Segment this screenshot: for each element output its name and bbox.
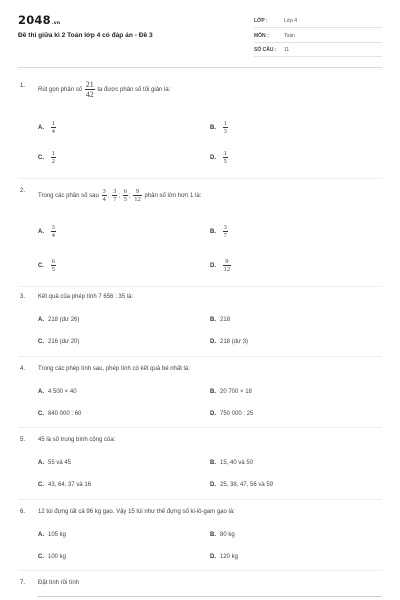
option-fraction [51,258,56,273]
option-c[interactable] [38,339,79,345]
question-text-before: Rút gọn phân số [38,86,83,93]
option-fraction [223,150,228,165]
meta-divider [254,56,382,57]
option-label: D. [210,262,216,269]
option-label: B. [210,317,216,323]
option-text: 120 kg [220,554,239,560]
numerator: 9 [225,258,229,265]
option-text: 43, 64, 37 và 16 [48,482,92,488]
numerator: 3 [102,188,106,195]
option-fraction [223,224,228,239]
option-label: A. [38,460,44,466]
fraction [112,188,117,203]
question-text: Trong các phép tính sau, phép tính có kết quả bé nhất là: [38,366,190,372]
numerator: 1 [51,150,55,157]
option-d[interactable] [210,339,248,345]
meta-value: Toán [284,33,295,39]
option-text: 20 700 × 18 [220,389,252,395]
option-c[interactable] [38,258,57,273]
option-text: 218 (dư 26) [48,317,80,323]
question-divider [18,178,382,179]
question-divider [18,356,382,357]
question-number: 3. [20,294,26,300]
option-label: C. [38,411,44,417]
denominator: 5 [123,196,127,203]
option-a[interactable] [38,532,66,538]
option-label: B. [210,124,216,131]
option-fraction [51,150,56,165]
meta-value: 11 [284,47,290,53]
option-label: D. [210,339,216,345]
denominator: 7 [223,232,227,239]
meta-divider [254,27,382,28]
denominator: 4 [102,196,106,203]
option-a[interactable] [38,460,71,466]
question-text: Đặt tính rồi tính [38,580,80,586]
numerator: 3 [113,188,117,195]
option-b[interactable] [210,317,230,323]
option-label: C. [38,339,44,345]
option-text: 4 500 × 40 [48,389,77,395]
option-label: A. [38,389,44,395]
question-number: 7. [20,580,26,586]
option-c[interactable] [38,150,57,165]
option-label: A. [38,124,44,131]
question-text: 12 túi đựng tất cả 96 kg gạo. Vậy 15 túi như thế đựng số ki-lô-gam gạo là: [38,509,235,515]
fraction [123,188,128,203]
question-divider [18,570,382,571]
meta-key: LỚP : [254,18,268,24]
option-text: 218 [220,317,231,323]
denominator: 3 [223,128,227,135]
option-label: D. [210,411,216,417]
denominator: 7 [113,196,117,203]
question-text [38,80,170,99]
option-label: B. [210,460,216,466]
option-label: C. [38,482,44,488]
fraction [85,80,95,99]
option-c[interactable] [38,554,66,560]
meta-value: Lớp 4 [284,18,298,24]
option-a[interactable] [38,224,57,239]
option-d[interactable] [210,411,253,417]
option-label: D. [210,554,216,560]
answer-line[interactable] [38,596,382,597]
option-label: C. [38,154,44,161]
fraction [133,188,142,203]
question-text-before: Trong các phân số sau [38,192,99,199]
numerator: 21 [85,80,94,89]
option-text: 216 (dư 20) [48,339,80,345]
numerator: 1 [223,150,227,157]
site-logo[interactable] [18,13,60,27]
option-fraction [223,258,232,273]
question-divider [18,499,382,500]
question-text-after: ta được phân số tối giản là: [97,86,171,93]
logo-suffix: .vn [51,21,61,26]
numerator: 6 [123,188,127,195]
option-label: C. [38,262,44,269]
denominator: 4 [51,232,55,239]
numerator: 1 [223,120,227,127]
option-text: 750 000 : 25 [220,411,254,417]
option-text: 105 kg [48,532,67,538]
meta-key: MÔN : [254,33,269,39]
option-d[interactable] [210,150,229,165]
option-b[interactable] [210,389,252,395]
question-number: 6. [20,509,26,515]
option-a[interactable] [38,317,79,323]
question-divider [18,427,382,428]
option-text: 55 và 45 [48,460,72,466]
option-b[interactable] [210,224,229,239]
option-label: B. [210,532,216,538]
denominator: 42 [85,90,94,99]
numerator: 3 [223,224,227,231]
option-c[interactable] [38,482,91,488]
option-b[interactable] [210,460,253,466]
question-text: Trong các phân số sau $\frac{3}{4}$ ; $\frac{3}{7}$ ; $\frac{6}{5}$ ; $\frac{9}{12}$ phân số lớn hơn 1 là: [38,188,202,203]
option-d[interactable] [210,482,273,488]
numerator: 3 [51,224,55,231]
denominator: 5 [51,266,55,273]
question-number: 1. [20,83,26,89]
option-text: 840 000 : 60 [48,411,82,417]
denominator: 12 [134,196,141,203]
option-fraction [51,224,56,239]
option-c[interactable] [38,411,81,417]
option-label: B. [210,389,216,395]
option-label: A. [38,228,44,235]
option-text: 100 kg [48,554,67,560]
question-number: 4. [20,366,26,372]
option-label: D. [210,154,216,161]
question-text: 45 là số trung bình cộng của: [38,437,116,443]
denominator: 5 [223,158,227,165]
option-label: C. [38,554,44,560]
option-b[interactable] [210,120,229,135]
question-number: 5. [20,437,26,443]
option-text: 80 kg [220,532,235,538]
option-text: 15, 40 và 50 [220,460,254,466]
exam-title: Đề thi giữa kì 2 Toán lớp 4 có đáp án - Đề 3 [18,32,153,39]
meta-key: SỐ CÂU : [254,47,277,53]
question-text-after: phân số lớn hơn 1 là: [144,192,202,199]
numerator: 6 [51,258,55,265]
question-divider [18,286,382,287]
option-d[interactable] [210,258,232,273]
numerator: 1 [51,120,55,127]
question-text: Kết quả của phép tính 7 656 : 35 là: [38,294,134,300]
option-text: 25, 38, 47, 56 và 59 [220,482,274,488]
option-b[interactable] [210,532,235,538]
denominator: 4 [51,128,55,135]
numerator: 9 [135,188,140,195]
option-d[interactable] [210,554,238,560]
header-divider [18,67,382,68]
fraction [102,188,107,203]
option-label: B. [210,228,216,235]
option-fraction [223,120,228,135]
option-fraction [51,120,56,135]
denominator: 2 [51,158,55,165]
option-label: A. [38,532,44,538]
option-a[interactable] [38,389,77,395]
logo-text: 2048 [18,13,51,27]
meta-divider [254,42,382,43]
option-a[interactable] [38,120,57,135]
denominator: 12 [223,266,231,273]
option-label: D. [210,482,216,488]
option-label: A. [38,317,44,323]
question-number: 2. [20,188,26,194]
option-text: 218 (dư 3) [220,339,249,345]
